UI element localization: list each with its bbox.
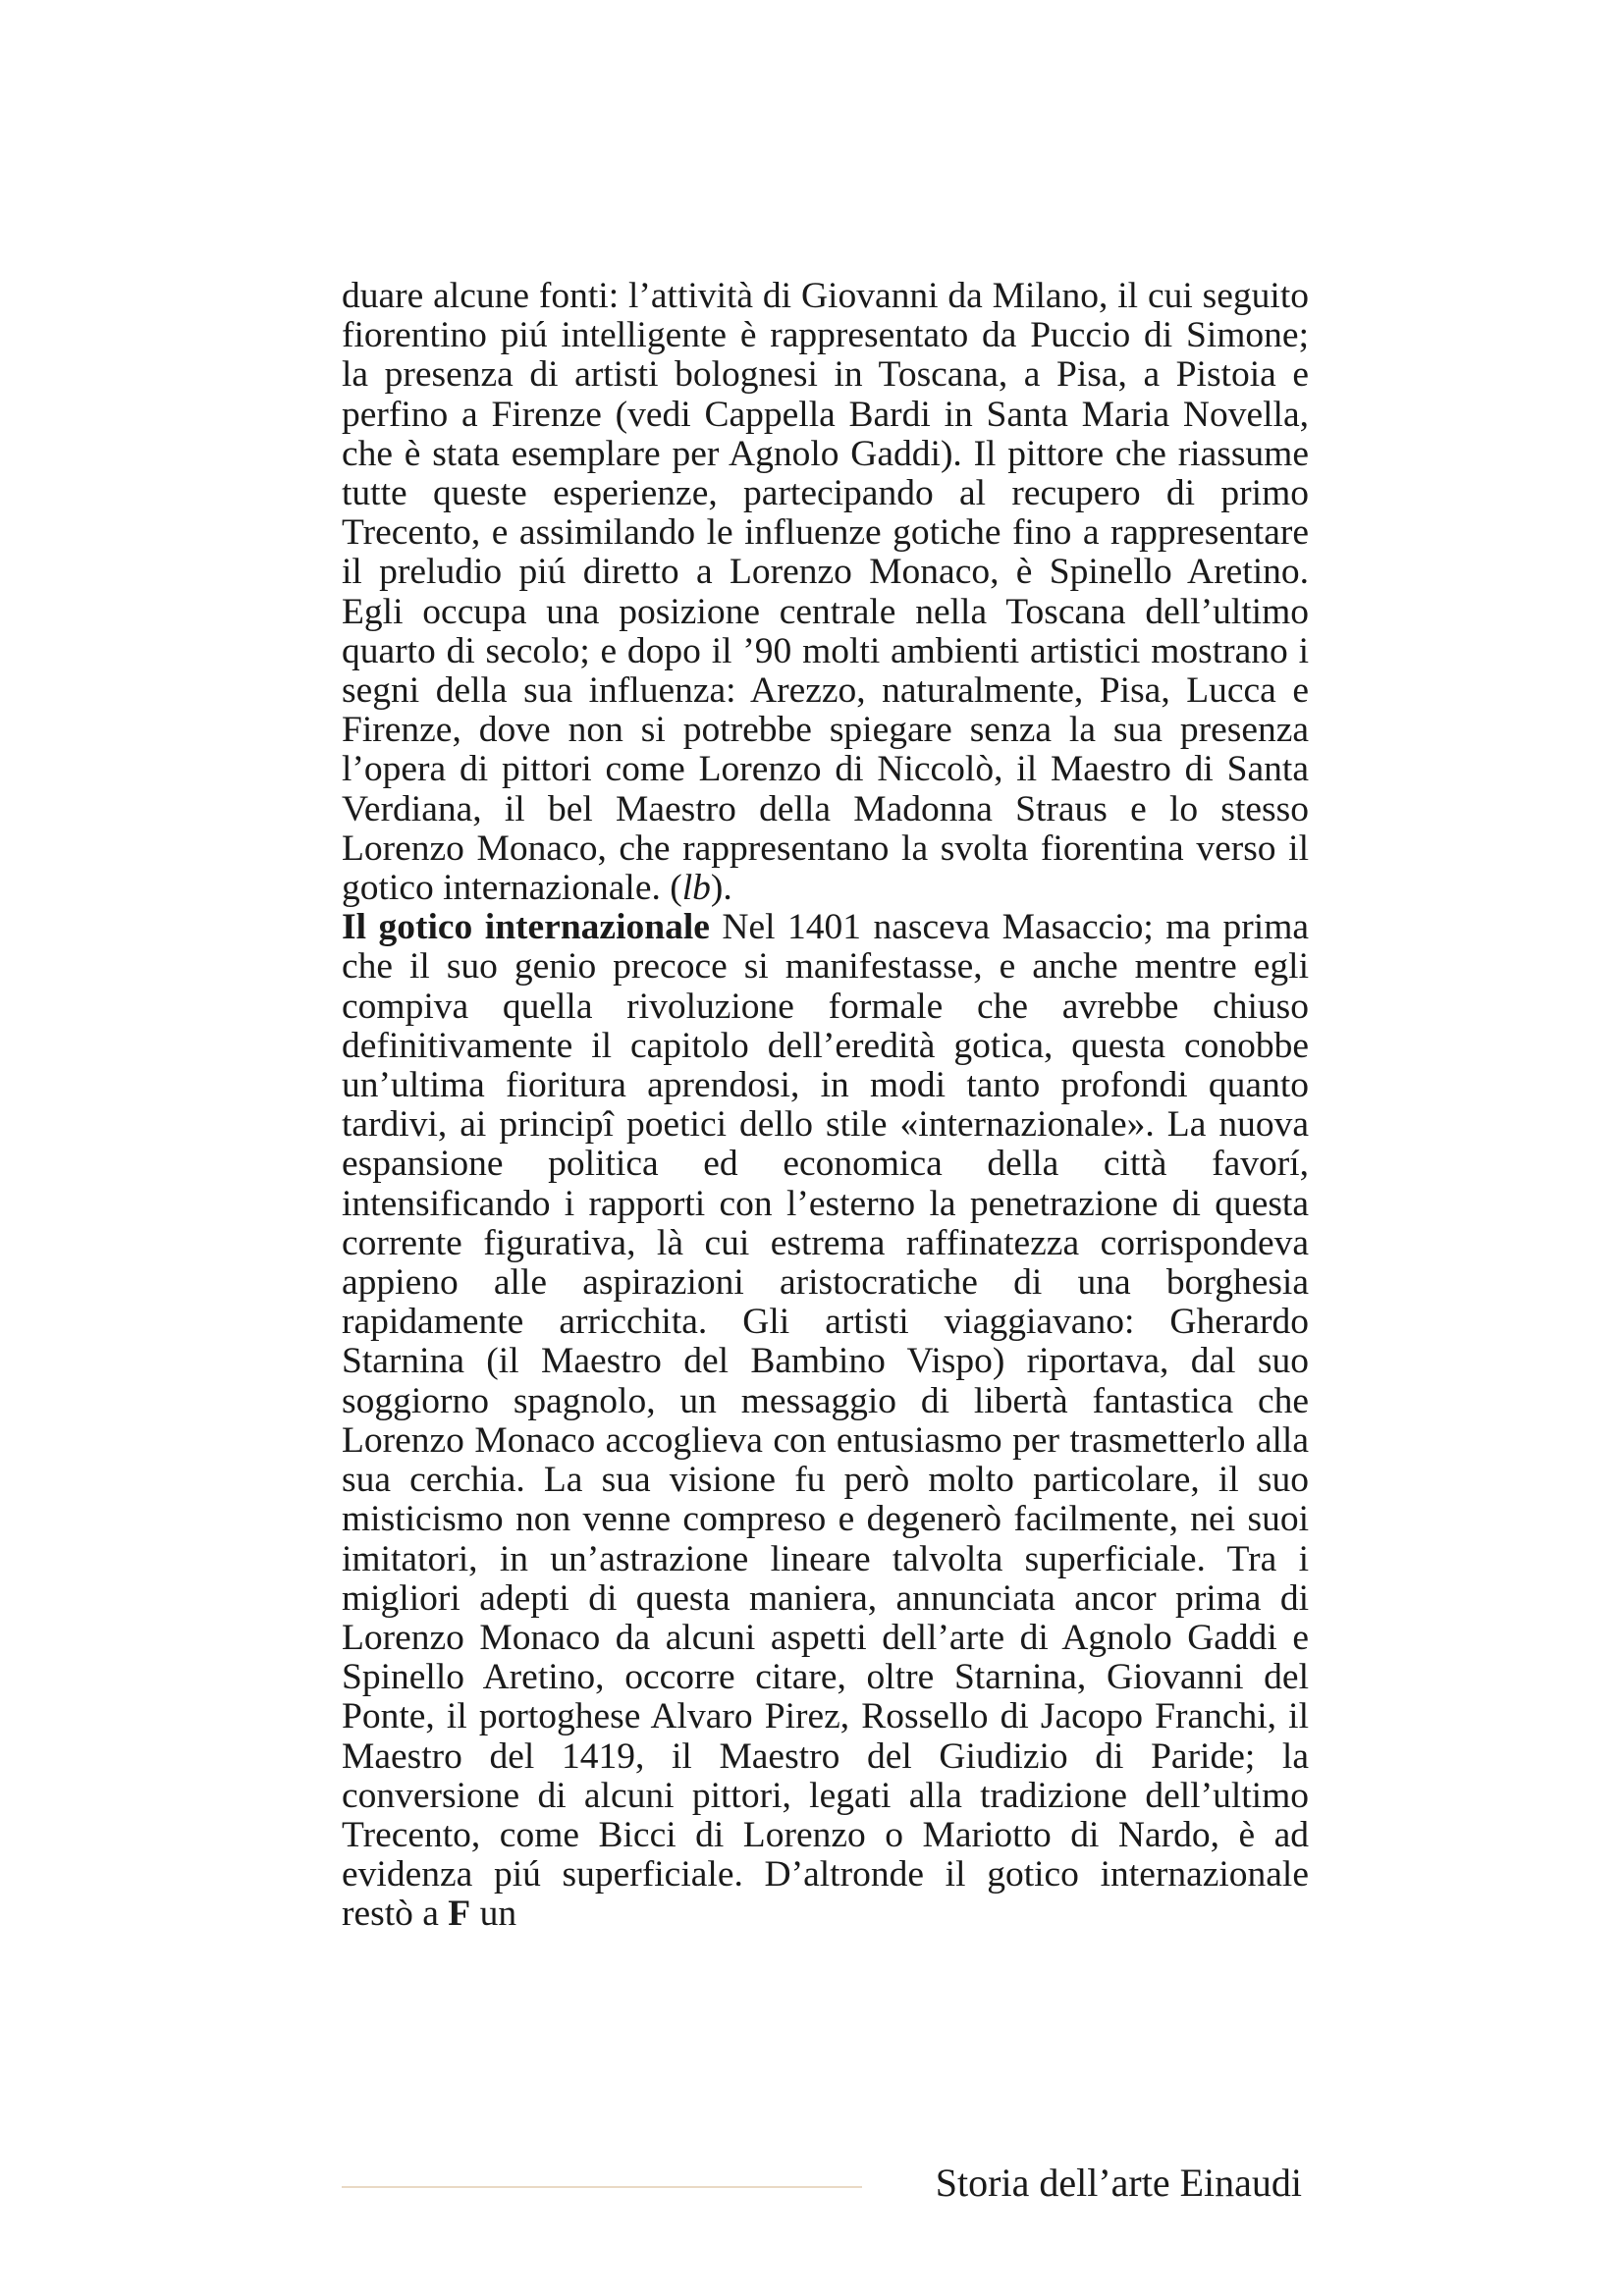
body-text [342, 277, 1309, 1935]
paragraph-text: Nel 1401 nasceva Masaccio; ma prima che il suo genio precoce si manifestasse, e anche mentre egli compiva quella rivoluzione formale che avrebbe chiuso definitivamente il capitolo dell’eredità gotica, questa conobbe un’ultima fioritura aprendosi, in modi tanto profondi quanto tardivi, ai principî poetici dello stile «internazionale». La nuova espansione politica ed economica della città favorí, intensificando i rapporti con l’esterno la penetrazione di questa corrente figurativa, là cui estrema raffinatezza corrispondeva appieno alle aspirazioni aristocratiche di una borghesia rapidamente arricchita. Gli artisti viaggiavano: Gherardo Starnina (il Maestro del Bambino Vispo) riportava, dal suo soggiorno spagnolo, un messaggio di libertà fantastica che Lorenzo Monaco accoglieva con entusiasmo per trasmetterlo alla sua cerchia. La sua visione fu però molto particolare, il suo misticismo non venne compreso e degenerò facilmente, nei suoi imitatori, in un’astrazione lineare talvolta superficiale. Tra i migliori adepti di questa maniera, annunciata ancor prima di Lorenzo Monaco da alcuni aspetti dell’arte di Agnolo Gaddi e Spinello Aretino, occorre citare, oltre Starnina, Giovanni del Ponte, il portoghese Alvaro Pirez, Rossello di Jacopo Franchi, il Maestro del 1419, il Maestro del Giudizio di Paride; la conversione di alcuni pittori, legati alla tradizione dell’ultimo Trecento, come Bicci di Lorenzo o Mariotto di Nardo, è ad evidenza piú superficiale. D’altronde il gotico internazionale restò a [342, 907, 1310, 1935]
paragraph-gotico [342, 908, 1309, 1934]
paragraph-spinello [342, 277, 1309, 908]
paragraph-text: duare alcune fonti: l’attività di Giovanni da Milano, il cui seguito fiorentino piú intelligente è rappresentato da Puccio di Simone; la presenza di artisti bolognesi in Toscana, a Pisa, a Pistoia e perfino a Firenze (vedi Cappella Bardi in Santa Maria Novella, che è stata esemplare per Agnolo Gaddi). Il pittore che riassume tutte queste esperienze, partecipando al recupero di primo Trecento, e assimilando le influenze gotiche fino a rappresentare il preludio piú diretto a Lorenzo Monaco, è Spinello Aretino. Egli occupa una posizione centrale nella Toscana dell’ultimo quarto di secolo; e dopo il ’90 molti ambienti artistici mostrano i segni della sua influenza: Arezzo, naturalmente, Pisa, Lucca e Firenze, dove non si potrebbe spiegare senza la sua presenza l’opera di pittori come Lorenzo di Niccolò, il Maestro di Santa Verdiana, il bel Maestro della Madonna Straus e lo stesso Lorenzo Monaco, che rappresentano la svolta fiorentina verso il gotico internazionale. ( [342, 276, 1309, 909]
footer-title: Storia dell’arte Einaudi [935, 2161, 1302, 2205]
paragraph-end: ). [710, 868, 732, 909]
paragraph-tail: un [470, 1894, 517, 1935]
author-initials: lb [681, 868, 711, 909]
bold-abbreviation: F [448, 1894, 471, 1935]
section-heading: Il gotico internazionale [342, 907, 710, 948]
footer-rule [342, 2186, 862, 2188]
